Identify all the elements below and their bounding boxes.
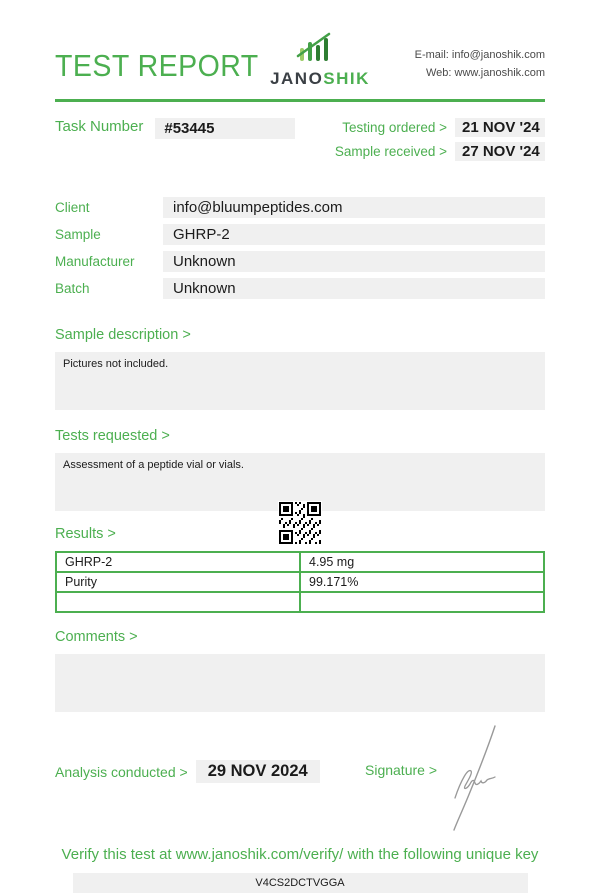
table-row [56,592,544,612]
info-label: Batch [55,281,90,296]
page-title: TEST REPORT [55,48,259,83]
unique-key-value: V4CS2DCTVGGA [73,873,528,893]
brand-name-dark: JANO [270,69,324,88]
info-row-sample [55,224,545,245]
info-row-client [55,197,545,218]
info-label: Sample [55,227,101,242]
meta-section [55,118,545,161]
contact-info [375,46,545,82]
results-header [55,511,545,551]
comments-label: Comments > [55,629,138,645]
info-section [55,197,545,299]
sample-received-row [335,142,545,161]
analysis-conducted-row [55,760,320,783]
info-row-manufacturer [55,251,545,272]
contact-email: E-mail: info@janoshik.com [414,49,545,61]
tests-requested-box: Assessment of a peptide vial or vials. [55,453,545,511]
comments-section [55,629,545,712]
info-row-batch [55,278,545,299]
info-value: GHRP-2 [163,224,545,245]
signature-label: Signature > [365,762,437,778]
contact-web: Web: www.janoshik.com [425,67,545,80]
result-value-cell [300,592,544,612]
table-row [56,552,544,572]
comments-box [55,654,545,712]
verify-text: Verify this test at www.janoshik.com/verify/ with the following unique key [61,846,539,863]
qr-code-svg [279,502,321,544]
tests-requested-label: Tests requested > [55,428,170,444]
analysis-date-value: 29 NOV 2024 [196,760,320,783]
sample-description-label: Sample description > [55,327,191,343]
result-value-cell: 4.95 mg [300,552,544,572]
info-label: Manufacturer [55,254,135,269]
task-number-value: #53445 [155,118,295,139]
result-name-cell: GHRP-2 [56,552,300,572]
info-value: Unknown [163,251,545,272]
sample-received-value: 27 NOV '24 [455,142,545,161]
results-label: Results > [55,526,116,542]
info-value: Unknown [163,278,545,299]
brand-name [270,69,370,89]
brand-logo [265,32,375,89]
qr-code [278,501,322,545]
testing-ordered-value: 21 NOV '24 [455,118,545,137]
dates-block [335,118,545,161]
results-table [55,551,545,613]
task-number-row [55,118,295,161]
result-name-cell: Purity [56,572,300,592]
info-value: info@bluumpeptides.com [163,197,545,218]
footer-section [55,722,545,840]
testing-ordered-row [335,118,545,137]
tests-requested-section [55,428,545,511]
bar-chart-logo-icon [295,32,345,67]
result-name-cell [56,592,300,612]
testing-ordered-label: Testing ordered > [342,120,447,135]
info-label: Client [55,200,90,215]
brand-name-green: SHIK [323,69,370,88]
analysis-conducted-label: Analysis conducted > [55,763,188,780]
result-value-cell: 99.171% [300,572,544,592]
table-row [56,572,544,592]
signature-image [437,722,507,839]
task-number-label: Task Number [55,118,144,135]
sample-description-box: Pictures not included. [55,352,545,410]
sample-description-section [55,327,545,410]
sample-received-label: Sample received > [334,144,447,159]
header [55,30,545,89]
header-divider [55,99,545,102]
